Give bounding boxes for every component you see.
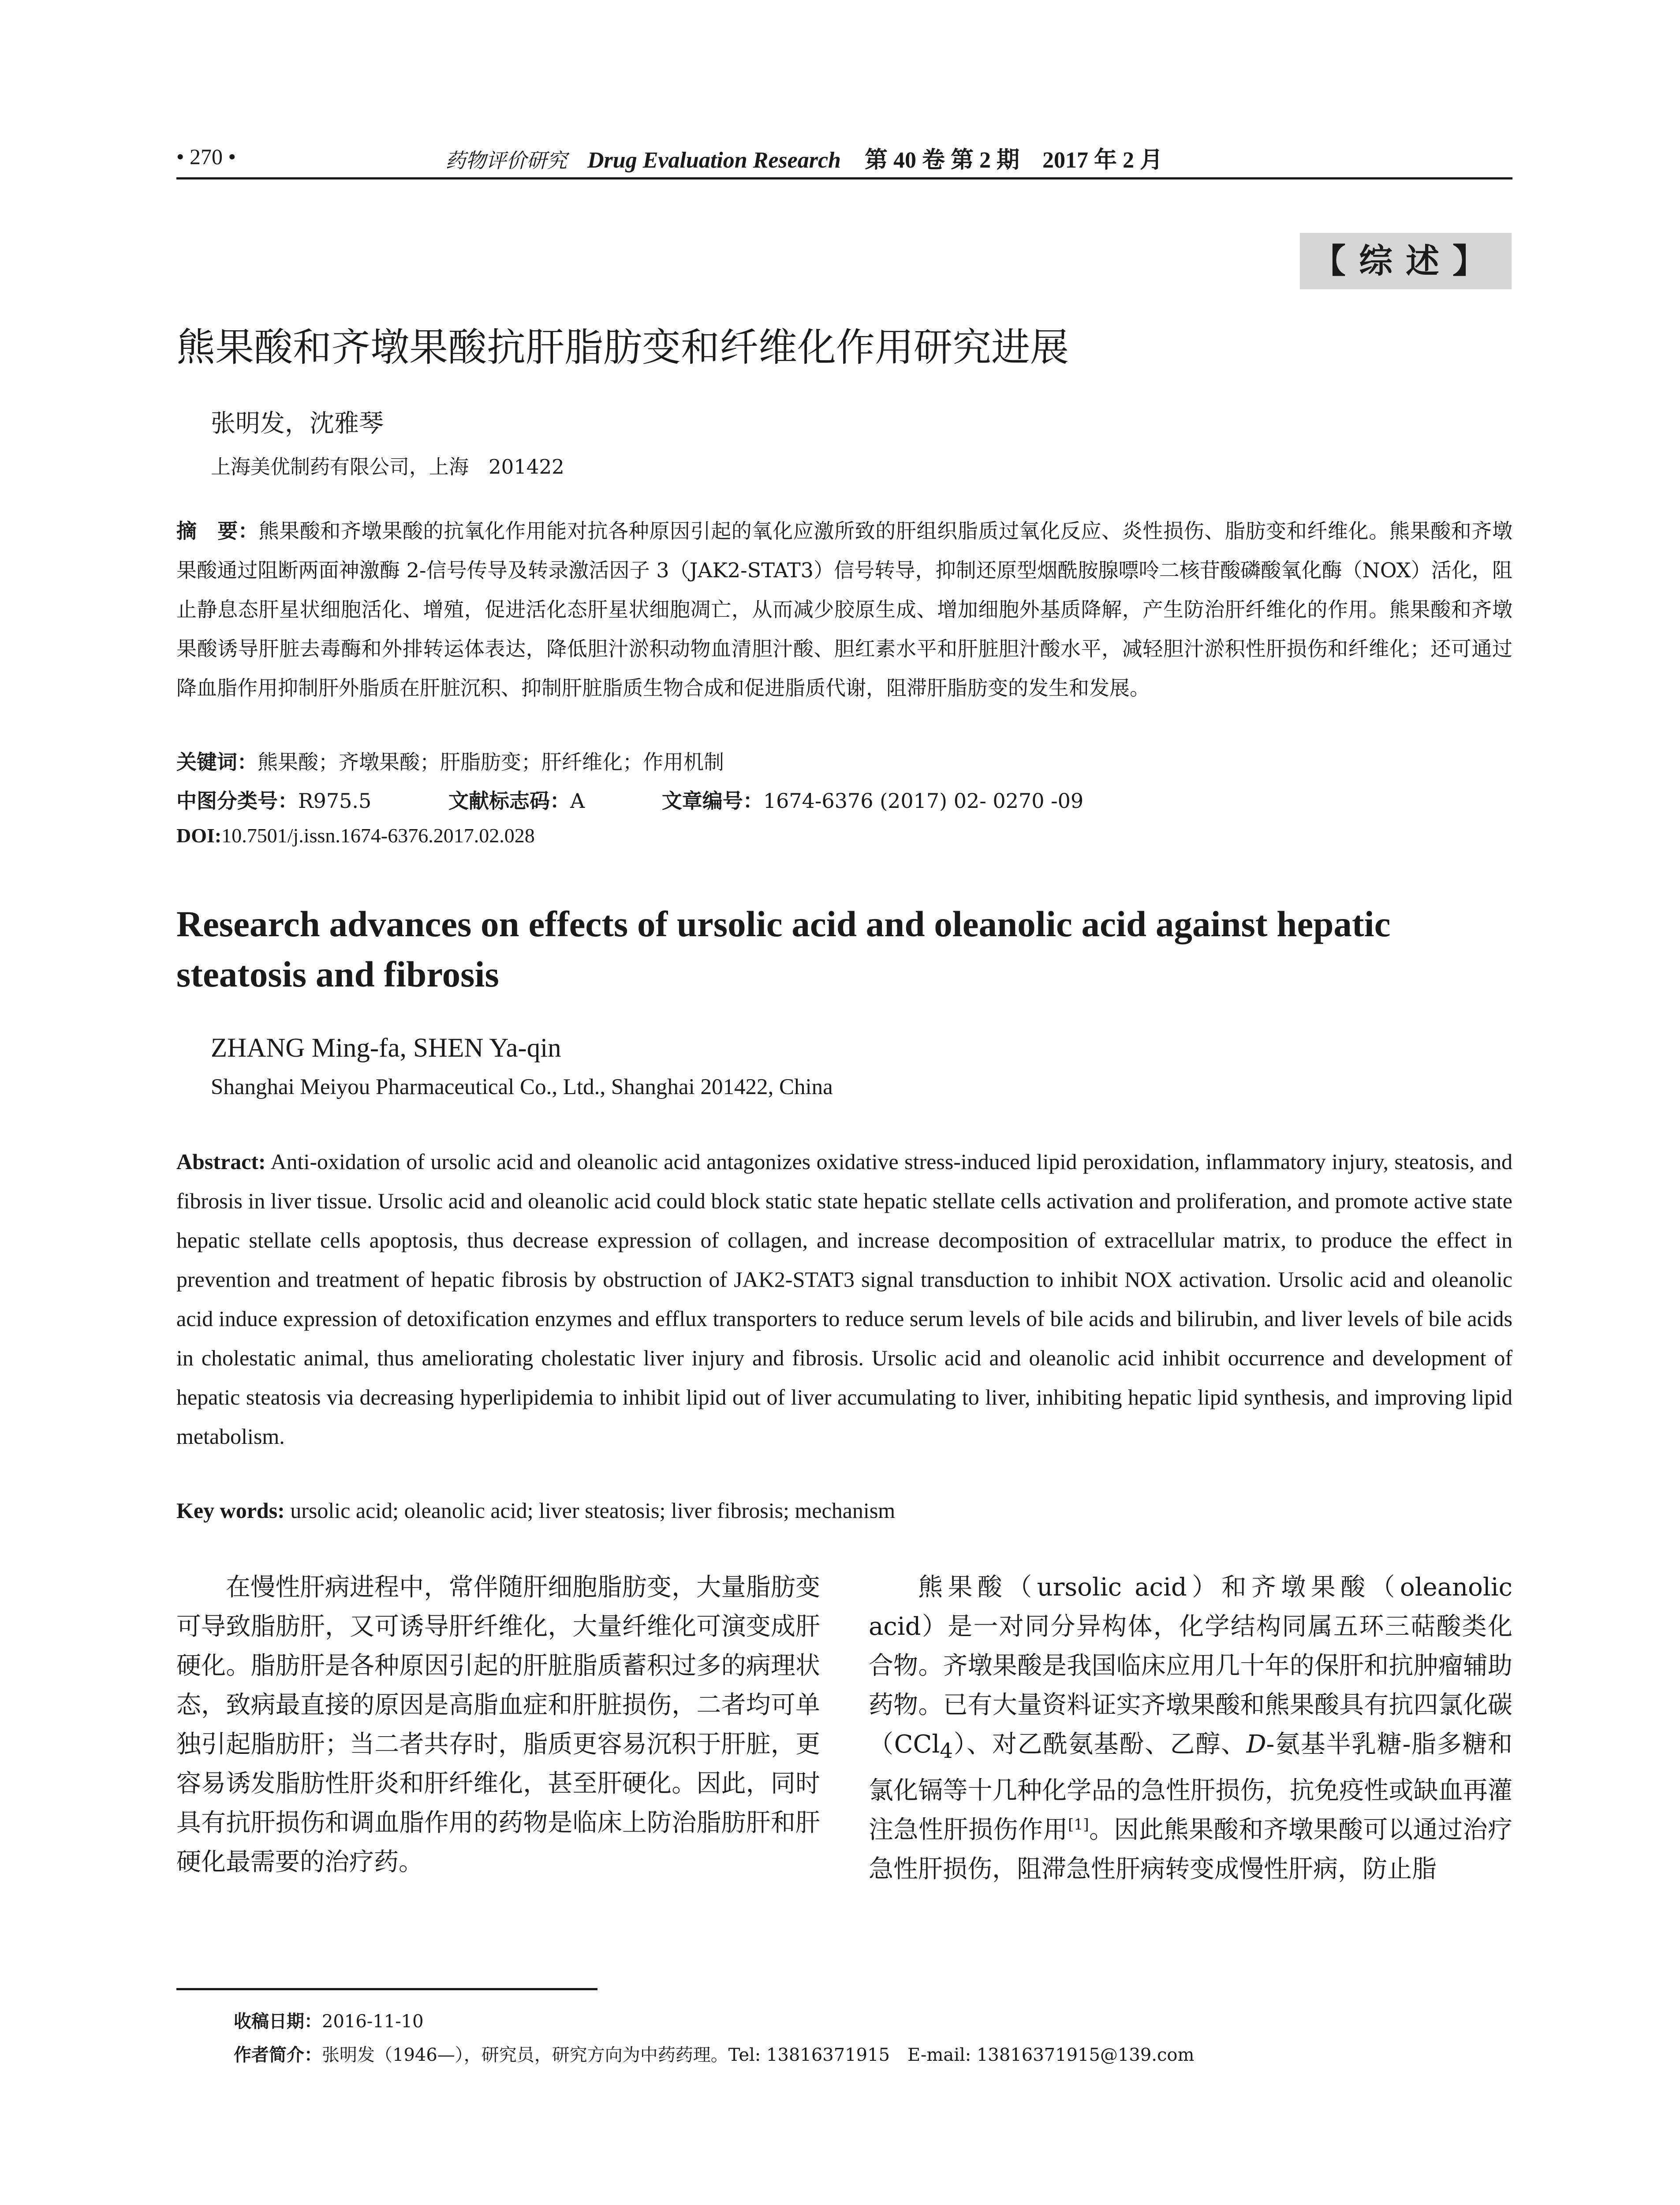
author-bio-label: 作者简介： xyxy=(234,2045,322,2065)
en-authors: ZHANG Ming-fa, SHEN Ya-qin xyxy=(211,1033,561,1063)
received-date xyxy=(234,2007,424,2033)
cn-keywords-label: 关键词： xyxy=(176,750,258,774)
reference-citation: [1] xyxy=(1068,1816,1089,1833)
received-label: 收稿日期： xyxy=(234,2011,322,2032)
received-value: 2016-11-10 xyxy=(322,2011,424,2032)
header-rule xyxy=(176,177,1512,179)
body-left-column: 在慢性肝病进程中，常伴随肝细胞脂肪变，大量脂肪变可导致脂肪肝，又可诱导肝纤维化，大量纤维化可演变成肝硬化。脂肪肝是各种原因引起的肝脏脂质蓄积过多的病理状态，致病最直接的原因是高脂血症和肝脏损伤，二者均可单独引起脂肪肝；当二者共存时，脂质更容易沉积于肝脏，更容易诱发脂肪性肝炎和肝纤维化，甚至肝硬化。因此，同时具有抗肝损伤和调血脂作用的药物是临床上防治脂肪肝和肝硬化最需要的治疗药。 xyxy=(176,1573,820,1876)
category-tag: 【综述】 xyxy=(1300,233,1512,289)
body-right-column xyxy=(869,1568,1512,1889)
cn-authors: 张明发，沈雅琴 xyxy=(211,409,384,438)
issue-info: 第 40 卷 第 2 期 2017 年 2 月 xyxy=(864,148,1163,173)
doc-code-value: A xyxy=(570,789,585,813)
journal-name-cn: 药物评价研究 xyxy=(445,149,567,172)
en-abstract-label: Abstract: xyxy=(176,1149,266,1174)
author-bio-text: 张明发（1946—），研究员，研究方向为中药药理。Tel: 13816371915 E-mail: 13816371915@139.com xyxy=(322,2045,1195,2065)
classification-line xyxy=(176,785,1083,814)
cn-abstract-text: 熊果酸和齐墩果酸的抗氧化作用能对抗各种原因引起的氧化应激所致的肝组织脂质过氧化反应、炎性损伤、脂肪变和纤维化。熊果酸和齐墩果酸通过阻断两面神激酶 2-信号传导及转录激活因子 3（JAK2-STAT3）信号转导，抑制还原型烟酰胺腺嘌呤二核苷酸磷酸氧化酶（NOX）活化，阻止静息态肝星状细胞活化、增殖，促进活化态肝星状细胞凋亡，从而减少胶原生成、增加细胞外基质降解，产生防治肝纤维化的作用。熊果酸和齐墩果酸诱导肝脏去毒酶和外排转运体表达，降低胆汁淤积动物血清胆汁酸、胆红素水平和肝脏胆汁酸水平，减轻胆汁淤积性肝损伤和纤维化；还可通过降血脂作用抑制肝外脂质在肝脏沉积、抑制肝脏脂质生物合成和促进脂质代谢，阻滞肝脂肪变的发生和发展。 xyxy=(176,519,1512,700)
running-header xyxy=(445,141,1163,174)
article-no-label: 文章编号： xyxy=(661,789,763,813)
clc-value: R975.5 xyxy=(298,789,372,813)
en-keywords xyxy=(176,1498,895,1523)
en-abstract xyxy=(176,1142,1512,1456)
en-abstract-text: Anti-oxidation of ursolic acid and oleanolic acid antagonizes oxidative stress-induced lipid peroxidation, inflammatory injury, steatosis, and fibrosis in liver tissue. Ursolic acid and oleanolic acid could block static state hepatic stellate cells activation and proliferation, and promote active state hepatic stellate cells apoptosis, thus decrease expression of collagen, and increase decomposition of extracellular matrix, to produce the effect in prevention and treatment of hepatic fibrosis by obstruction of JAK2-STAT3 signal transduction to inhibit NOX activation. Ursolic acid and oleanolic acid induce expression of detoxification enzymes and efflux transporters to reduce serum levels of bile acids and bilirubin, and liver levels of bile acids in cholestatic animal, thus ameliorating cholestatic liver injury and fibrosis. Ursolic acid and oleanolic acid inhibit occurrence and development of hepatic steatosis via decreasing hyperlipidemia to inhibit lipid out of liver accumulating to liver, inhibiting hepatic lipid synthesis, and improving lipid metabolism. xyxy=(176,1149,1512,1449)
article-no-value: 1674-6376 (2017) 02- 0270 -09 xyxy=(763,789,1084,813)
d-prefix: D xyxy=(1246,1730,1266,1759)
cn-keywords xyxy=(176,746,724,775)
cn-affiliation: 上海美优制药有限公司，上海 201422 xyxy=(211,455,564,478)
clc-label: 中图分类号： xyxy=(176,789,298,813)
doi-value: 10.7501/j.issn.1674-6376.2017.02.028 xyxy=(221,824,535,847)
cn-title: 熊果酸和齐墩果酸抗肝脂肪变和纤维化作用研究进展 xyxy=(176,325,1069,370)
journal-name-en: Drug Evaluation Research xyxy=(587,148,841,173)
doi-line xyxy=(176,824,535,847)
body-right-text-1: 熊果酸（ursolic acid）和齐墩果酸（oleanolic acid）是一对同分异构体，化学结构同属五环三萜酸类化合物。齐墩果酸是我国临床应用几十年的保肝和抗肿瘤辅助药物。已有大量资料证实齐墩果酸和熊果酸具有抗四氯化碳（CCl xyxy=(869,1573,1512,1759)
cn-keywords-text: 熊果酸；齐墩果酸；肝脂肪变；肝纤维化；作用机制 xyxy=(258,750,724,774)
footnote-rule xyxy=(176,1988,597,1990)
body-right-text-3: -氨基半乳糖-脂多糖和氯化镉等十几种化学品的急性肝损伤，抗免疫性或缺血再灌注急性肝损伤作用 xyxy=(869,1730,1513,1845)
page-number: • 270 • xyxy=(176,144,236,169)
en-keywords-label: Key words: xyxy=(176,1498,285,1523)
en-affiliation: Shanghai Meiyou Pharmaceutical Co., Ltd., Shanghai 201422, China xyxy=(211,1075,833,1099)
doc-code-label: 文献标志码： xyxy=(448,789,570,813)
en-keywords-text: ursolic acid; oleanolic acid; liver steatosis; liver fibrosis; mechanism xyxy=(290,1498,896,1523)
ccl4-subscript: 4 xyxy=(940,1739,953,1764)
author-bio xyxy=(234,2041,1194,2066)
doi-label: DOI: xyxy=(176,824,222,847)
cn-abstract-label: 摘 要： xyxy=(176,519,259,543)
body-right-text-4: 。因此熊果酸和齐墩果酸可以通过治疗急性肝损伤，阻滞急性肝病转变成慢性肝病，防止脂 xyxy=(869,1816,1513,1884)
cn-abstract xyxy=(176,512,1512,708)
body-right-text-2: ）、对乙酰氨基酚、乙醇、 xyxy=(952,1730,1247,1759)
en-title: Research advances on effects of ursolic acid and oleanolic acid against hepatic steatosis and fibrosis xyxy=(176,904,1391,994)
